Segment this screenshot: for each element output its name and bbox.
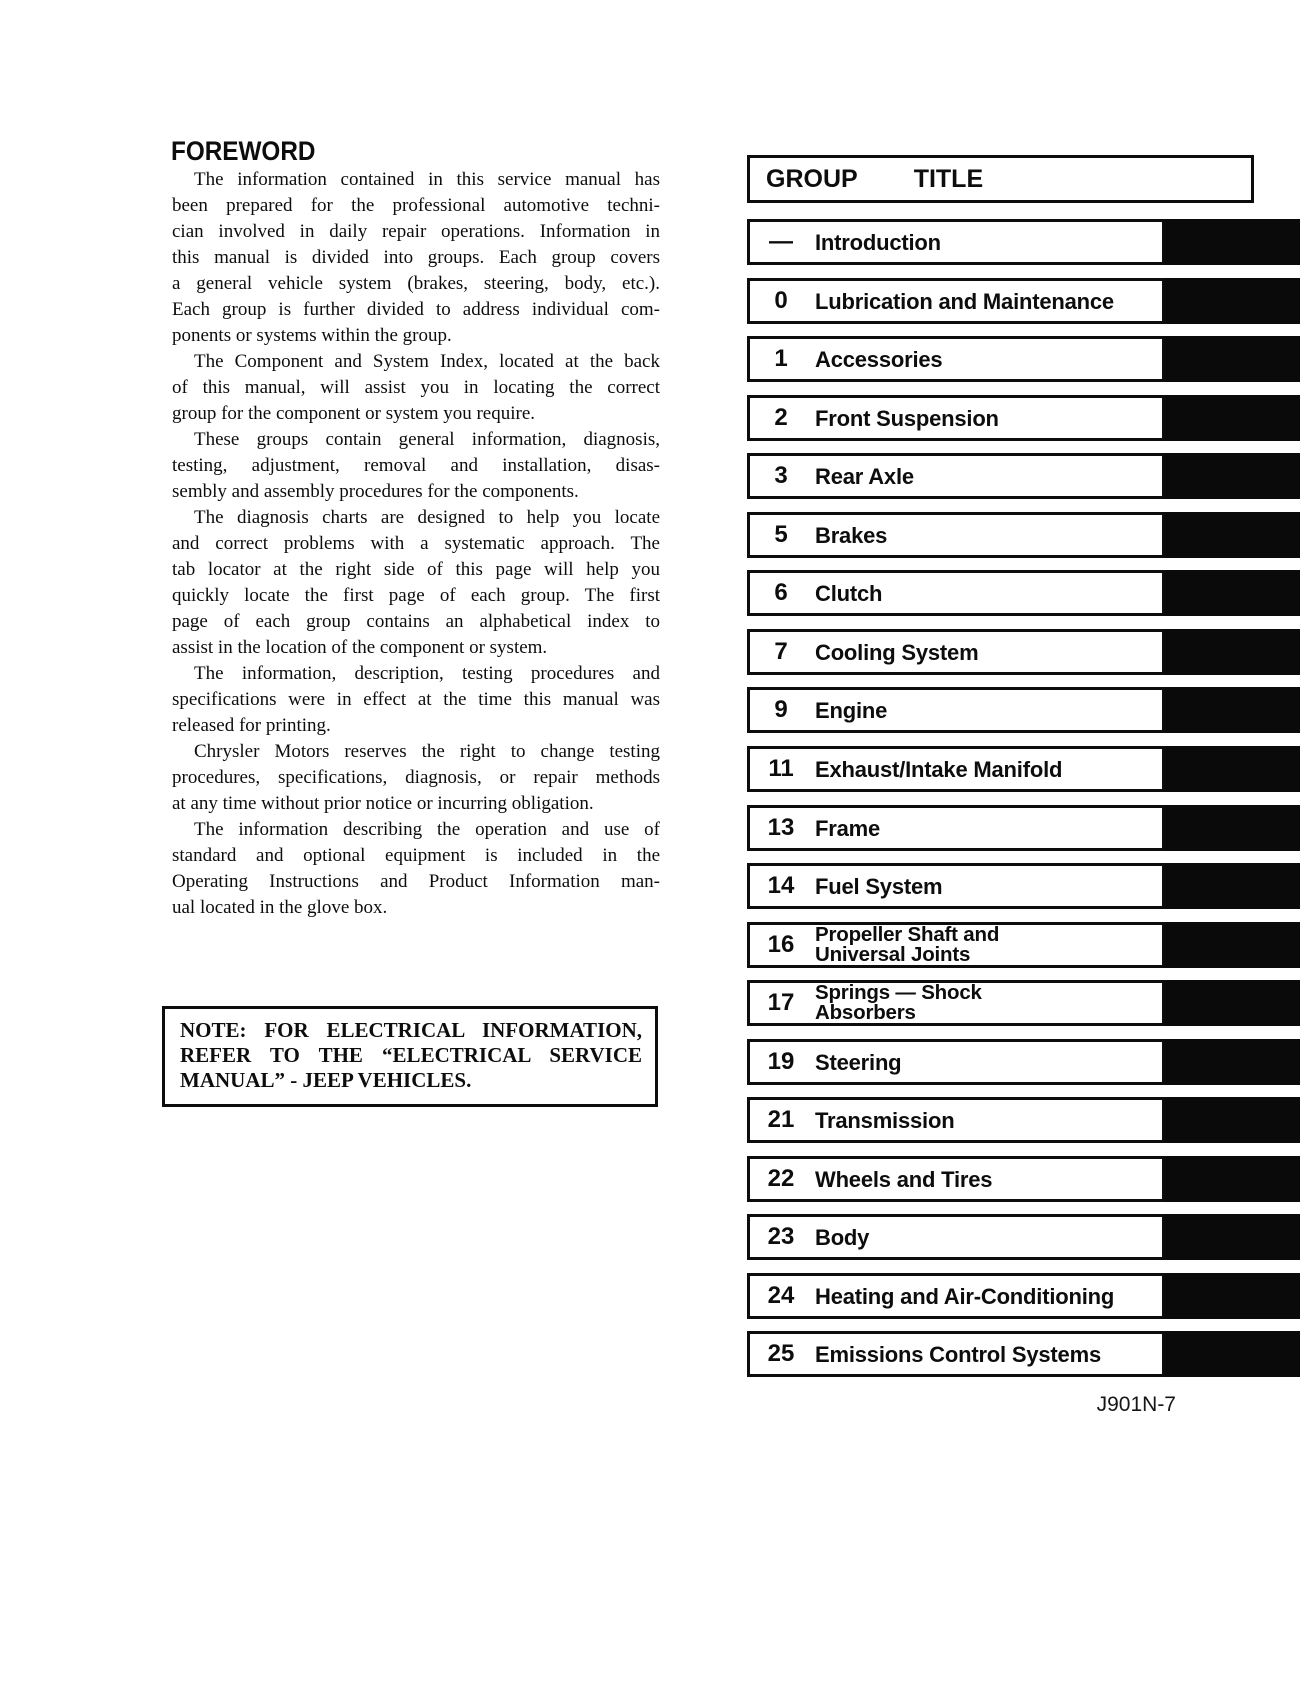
note-line: REFER TO THE “ELECTRICAL SERVICE — [180, 1043, 642, 1067]
paragraph-line: The information, description, testing procedures and — [194, 663, 660, 684]
toc-row — [747, 805, 1300, 851]
note-line: NOTE: FOR ELECTRICAL INFORMATION, — [180, 1018, 642, 1042]
toc-row — [747, 687, 1300, 733]
toc-row-box — [747, 512, 1165, 558]
toc-title — [815, 407, 999, 430]
toc-row — [747, 629, 1300, 675]
toc-title — [815, 1343, 1101, 1366]
toc-row — [747, 1273, 1300, 1319]
paragraph-line: tab locator at the right side of this page will help you — [172, 559, 660, 580]
toc-tab-marker — [1165, 336, 1300, 382]
toc-tab-marker — [1165, 1331, 1300, 1377]
toc-row-box — [747, 980, 1165, 1026]
toc-row-box — [747, 629, 1165, 675]
toc-row — [747, 395, 1300, 441]
toc-row — [747, 746, 1300, 792]
toc-row — [747, 1331, 1300, 1377]
toc-title-line: Engine — [815, 697, 888, 723]
toc-tab-marker — [1165, 687, 1300, 733]
paragraph — [172, 167, 660, 349]
toc-title — [815, 983, 982, 1023]
toc-tab-marker — [1165, 746, 1300, 792]
paragraph-line: Chrysler Motors reserves the right to change testing — [194, 741, 660, 762]
toc-row — [747, 922, 1300, 968]
paragraph-line: quickly locate the first page of each group. The first — [172, 585, 660, 606]
note-box — [162, 1006, 658, 1107]
paragraph-line: sembly and assembly procedures for the components. — [172, 481, 579, 502]
toc-title — [815, 1285, 1114, 1308]
paragraph-line: page of each group contains an alphabetical index to — [172, 611, 660, 632]
toc-tab-marker — [1165, 805, 1300, 851]
toc-rows — [747, 219, 1300, 1384]
toc-row-box — [747, 863, 1165, 909]
foreword-paragraphs — [172, 167, 660, 921]
toc-title-line: Accessories — [815, 346, 943, 372]
toc-tab-marker — [1165, 278, 1300, 324]
toc-row-box — [747, 746, 1165, 792]
toc-group-number: 23 — [767, 1223, 795, 1250]
toc-row — [747, 1097, 1300, 1143]
paragraph — [172, 505, 660, 661]
toc-title-line: Exhaust/Intake Manifold — [815, 756, 1063, 782]
toc-title-line: Lubrication and Maintenance — [815, 288, 1114, 314]
paragraph-line: procedures, specifications, diagnosis, or repair methods — [172, 767, 660, 788]
toc-group-number: 11 — [768, 755, 794, 782]
toc-title — [815, 465, 914, 488]
toc-group-number: 0 — [774, 287, 788, 314]
toc-tab-marker — [1165, 1273, 1300, 1319]
paragraph — [172, 817, 660, 921]
toc-title — [815, 290, 1114, 313]
toc-row — [747, 278, 1300, 324]
paragraph-line: cian involved in daily repair operations. Information in — [172, 221, 660, 242]
toc-row — [747, 570, 1300, 616]
toc-title — [815, 875, 942, 898]
toc-title — [815, 524, 887, 547]
toc-title — [815, 641, 978, 664]
toc-title-line: Body — [815, 1224, 870, 1250]
paragraph-line: group for the component or system you require. — [172, 403, 536, 424]
toc-title-line: Emissions Control Systems — [815, 1341, 1101, 1367]
toc-title — [815, 699, 887, 722]
toc-title — [815, 582, 882, 605]
toc-group-number: 5 — [774, 521, 788, 548]
paragraph-line: ponents or systems within the group. — [172, 325, 452, 346]
toc-title-line: Transmission — [815, 1107, 955, 1133]
paragraph — [172, 739, 660, 817]
paragraph-line: a general vehicle system (brakes, steering, body, etc.). — [172, 273, 660, 294]
toc-tab-marker — [1165, 453, 1300, 499]
toc-row-box — [747, 687, 1165, 733]
toc-title — [815, 1168, 992, 1191]
toc-row-box — [747, 1214, 1165, 1260]
toc-row — [747, 1214, 1300, 1260]
toc-row — [747, 219, 1300, 265]
paragraph-line: These groups contain general information, diagnosis, — [194, 429, 660, 450]
toc-group-number: 6 — [774, 579, 788, 606]
toc-title-line: Introduction — [815, 229, 941, 255]
toc-row — [747, 863, 1300, 909]
toc-tab-marker — [1165, 863, 1300, 909]
toc-group-number: 3 — [774, 462, 788, 489]
toc-title — [815, 1109, 954, 1132]
toc-tab-marker — [1165, 629, 1300, 675]
paragraph-line: and correct problems with a systematic approach. The — [172, 533, 660, 554]
toc-title-line: Propeller Shaft and — [815, 923, 1000, 946]
toc-header — [747, 155, 1254, 203]
toc-title — [815, 1051, 901, 1074]
foreword-heading: FOREWORD — [171, 136, 316, 166]
toc-row-box — [747, 278, 1165, 324]
toc-tab-marker — [1165, 395, 1300, 441]
paragraph-line: Each group is further divided to address individual com- — [172, 299, 660, 320]
toc-group-number: 25 — [767, 1340, 795, 1367]
toc-title-line: Cooling System — [815, 639, 979, 665]
toc-row-box — [747, 922, 1165, 968]
paragraph-line: The diagnosis charts are designed to help you locate — [194, 507, 660, 528]
toc-row-box — [747, 219, 1165, 265]
toc-row-box — [747, 336, 1165, 382]
toc-tab-marker — [1165, 570, 1300, 616]
toc-title-line: Brakes — [815, 522, 888, 548]
toc-group-number: — — [769, 228, 793, 255]
paragraph — [172, 349, 660, 427]
paragraph-line: ual located in the glove box. — [172, 897, 388, 918]
toc-title — [815, 231, 941, 254]
toc-group-number: 21 — [767, 1106, 795, 1133]
toc-header-group-label: GROUP — [766, 164, 858, 193]
toc-row — [747, 1039, 1300, 1085]
paragraph-line: of this manual, will assist you in locating the correct — [172, 377, 660, 398]
toc-group-number: 24 — [767, 1282, 795, 1309]
toc-tab-marker — [1165, 1156, 1300, 1202]
toc-group-number: 2 — [774, 404, 788, 431]
toc-title-line: Steering — [815, 1049, 902, 1075]
toc-title — [815, 348, 942, 371]
toc-tab-marker — [1165, 512, 1300, 558]
toc-title-line: Absorbers — [815, 1001, 916, 1024]
toc-title-line: Springs — Shock — [815, 981, 982, 1004]
toc-row-box — [747, 1039, 1165, 1085]
toc-row — [747, 980, 1300, 1026]
paragraph — [172, 661, 660, 739]
toc-row-box — [747, 570, 1165, 616]
toc-title-line: Clutch — [815, 580, 883, 606]
toc-group-number: 14 — [767, 872, 795, 899]
toc-row-box — [747, 1097, 1165, 1143]
paragraph-line: Operating Instructions and Product Information man- — [172, 871, 660, 892]
toc-tab-marker — [1165, 1214, 1300, 1260]
paragraph-line: been prepared for the professional automotive techni- — [172, 195, 660, 216]
paragraph-line: at any time without prior notice or incurring obligation. — [172, 793, 594, 814]
note-line: MANUAL” - JEEP VEHICLES. — [180, 1068, 472, 1092]
toc-title — [815, 758, 1062, 781]
paragraph-line: The information describing the operation and use of — [194, 819, 660, 840]
toc-row-box — [747, 805, 1165, 851]
toc-title-line: Fuel System — [815, 873, 943, 899]
toc-row-box — [747, 1156, 1165, 1202]
paragraph-line: released for printing. — [172, 715, 331, 736]
toc-header-title-label: TITLE — [913, 164, 984, 193]
toc-title-line: Front Suspension — [815, 405, 999, 431]
toc-tab-marker — [1165, 922, 1300, 968]
toc-row — [747, 336, 1300, 382]
toc-title — [815, 817, 880, 840]
toc-title-line: Universal Joints — [815, 943, 971, 966]
toc-group-number: 17 — [767, 989, 795, 1016]
toc-row-box — [747, 1273, 1165, 1319]
toc-title-line: Wheels and Tires — [815, 1166, 993, 1192]
toc-title — [815, 925, 999, 965]
toc-group-number: 1 — [774, 345, 788, 372]
paragraph — [172, 427, 660, 505]
toc-group-number: 22 — [767, 1165, 795, 1192]
toc-group-number: 13 — [767, 814, 795, 841]
toc-group-number: 9 — [774, 696, 788, 723]
toc-group-number: 16 — [767, 931, 795, 958]
toc-title-line: Frame — [815, 815, 881, 841]
paragraph-line: The information contained in this service manual has — [194, 169, 660, 190]
toc-row-box — [747, 1331, 1165, 1377]
figure-code: J901N-7 — [1096, 1393, 1176, 1416]
toc-tab-marker — [1165, 1097, 1300, 1143]
toc-group-number: 19 — [767, 1048, 795, 1075]
toc-row — [747, 453, 1300, 499]
toc-title — [815, 1226, 869, 1249]
paragraph-line: assist in the location of the component or system. — [172, 637, 548, 658]
toc-tab-marker — [1165, 980, 1300, 1026]
toc-title-line: Heating and Air-Conditioning — [815, 1283, 1115, 1309]
toc-tab-marker — [1165, 219, 1300, 265]
toc-row — [747, 1156, 1300, 1202]
paragraph-line: testing, adjustment, removal and installation, disas- — [172, 455, 660, 476]
toc-group-number: 7 — [774, 638, 788, 665]
toc-row — [747, 512, 1300, 558]
toc-title-line: Rear Axle — [815, 463, 914, 489]
paragraph-line: specifications were in effect at the time this manual was — [172, 689, 660, 710]
paragraph-line: this manual is divided into groups. Each group covers — [172, 247, 660, 268]
paragraph-line: standard and optional equipment is included in the — [172, 845, 660, 866]
toc-row-box — [747, 453, 1165, 499]
toc-row-box — [747, 395, 1165, 441]
paragraph-line: The Component and System Index, located at the back — [194, 351, 660, 372]
toc-tab-marker — [1165, 1039, 1300, 1085]
